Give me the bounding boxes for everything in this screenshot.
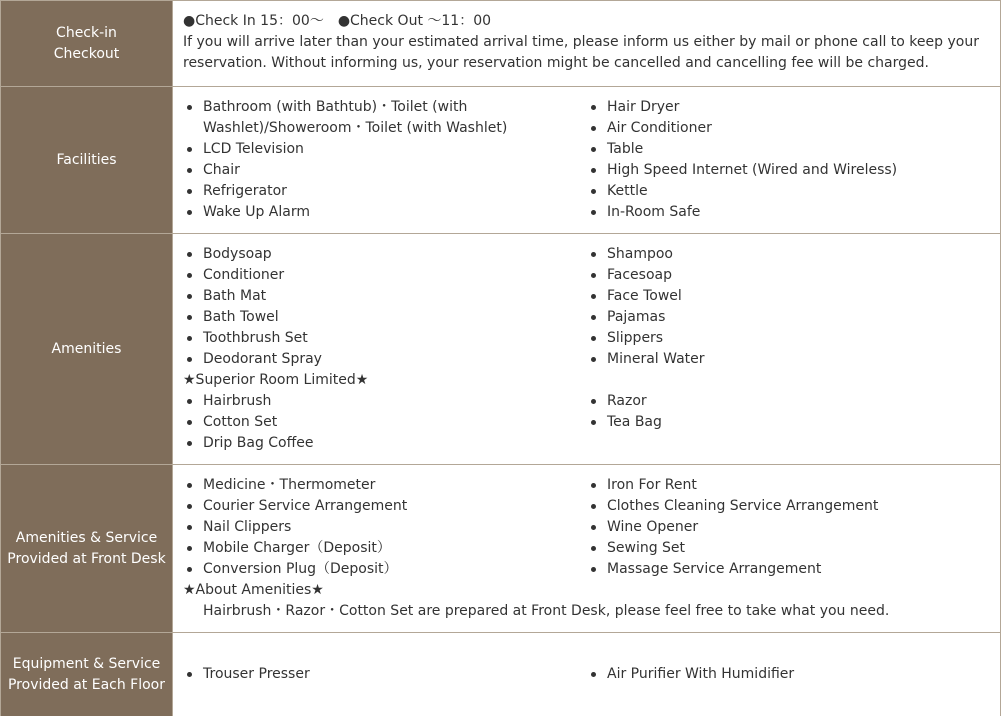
label-checkin — [1, 1, 173, 87]
each-floor-right-list — [587, 664, 990, 685]
content-each-floor — [173, 633, 1001, 716]
list-item: Iron For Rent — [587, 475, 990, 496]
list-item: Hairbrush — [183, 391, 587, 412]
list-item: Nail Clippers — [183, 517, 587, 538]
list-item: Wake Up Alarm — [183, 202, 587, 223]
list-item: Air Conditioner — [587, 118, 990, 139]
list-item: Refrigerator — [183, 181, 587, 202]
list-item: Chair — [183, 160, 587, 181]
list-item: Sewing Set — [587, 538, 990, 559]
superior-left-list — [183, 391, 587, 454]
list-item: Deodorant Spray — [183, 349, 587, 370]
content-facilities — [173, 87, 1001, 234]
list-item: Wine Opener — [587, 517, 990, 538]
amenities-columns — [183, 244, 990, 370]
content-checkin — [173, 1, 1001, 87]
checkin-times: ●Check In 15：00～ ●Check Out ～11：00 — [183, 13, 492, 29]
list-item: Medicine・Thermometer — [183, 475, 587, 496]
list-item: Face Towel — [587, 286, 990, 307]
list-item: Tea Bag — [587, 412, 990, 433]
list-item: Mineral Water — [587, 349, 990, 370]
facilities-right-list — [587, 97, 990, 223]
front-desk-right-list — [587, 475, 990, 580]
list-item: Razor — [587, 391, 990, 412]
superior-columns — [183, 391, 990, 454]
row-amenities — [1, 234, 1001, 465]
list-item: Courier Service Arrangement — [183, 496, 587, 517]
each-floor-left-list — [183, 664, 587, 685]
list-item: Slippers — [587, 328, 990, 349]
label-front-desk: Amenities & Service Provided at Front Desk — [1, 465, 173, 633]
list-item: Air Purifier With Humidifier — [587, 664, 990, 685]
content-front-desk — [173, 465, 1001, 633]
facilities-left-list — [183, 97, 587, 223]
list-item: Kettle — [587, 181, 990, 202]
list-item: High Speed Internet (Wired and Wireless) — [587, 160, 990, 181]
label-checkin-line1: Check-in — [56, 24, 117, 41]
row-front-desk — [1, 465, 1001, 633]
each-floor-columns — [183, 664, 990, 685]
row-each-floor — [1, 633, 1001, 716]
list-item: Massage Service Arrangement — [587, 559, 990, 580]
checkin-note: If you will arrive later than your estimated arrival time, please inform us either by mail or phone call to keep your reservation. Without informing us, your reservation might be cancelled and cancelling fee will be charged. — [183, 34, 979, 71]
list-item: Bathroom (with Bathtub)・Toilet (with Washlet)/Showeroom・Toilet (with Washlet) — [183, 97, 523, 139]
list-item: Mobile Charger（Deposit） — [183, 538, 587, 559]
about-amenities-heading: ★About Amenities★ — [183, 582, 324, 598]
row-checkin — [1, 1, 1001, 87]
list-item: Facesoap — [587, 265, 990, 286]
list-item: LCD Television — [183, 139, 587, 160]
facilities-columns — [183, 97, 990, 223]
list-item: Clothes Cleaning Service Arrangement — [587, 496, 990, 517]
amenities-right-list — [587, 244, 990, 370]
list-item: Cotton Set — [183, 412, 587, 433]
label-amenities: Amenities — [1, 234, 173, 465]
list-item: Conditioner — [183, 265, 587, 286]
amenities-left-list — [183, 244, 587, 370]
superior-right-list — [587, 391, 990, 454]
list-item: Drip Bag Coffee — [183, 433, 587, 454]
front-desk-columns — [183, 475, 990, 580]
list-item: Bodysoap — [183, 244, 587, 265]
label-facilities: Facilities — [1, 87, 173, 234]
list-item: Bath Towel — [183, 307, 587, 328]
list-item: Shampoo — [587, 244, 990, 265]
list-item: Hair Dryer — [587, 97, 990, 118]
list-item: Bath Mat — [183, 286, 587, 307]
about-amenities-text: Hairbrush・Razor・Cotton Set are prepared at Front Desk, please feel free to take what you need. — [203, 603, 890, 619]
front-desk-left-list — [183, 475, 587, 580]
row-facilities — [1, 87, 1001, 234]
list-item: Pajamas — [587, 307, 990, 328]
list-item: Table — [587, 139, 990, 160]
list-item: Toothbrush Set — [183, 328, 587, 349]
list-item: Conversion Plug（Deposit） — [183, 559, 587, 580]
list-item: Trouser Presser — [183, 664, 587, 685]
label-checkin-line2: Checkout — [53, 45, 120, 62]
superior-heading: ★Superior Room Limited★ — [183, 372, 369, 388]
list-item: In-Room Safe — [587, 202, 990, 223]
content-amenities — [173, 234, 1001, 465]
label-each-floor: Equipment & Service Provided at Each Floor — [1, 633, 173, 716]
